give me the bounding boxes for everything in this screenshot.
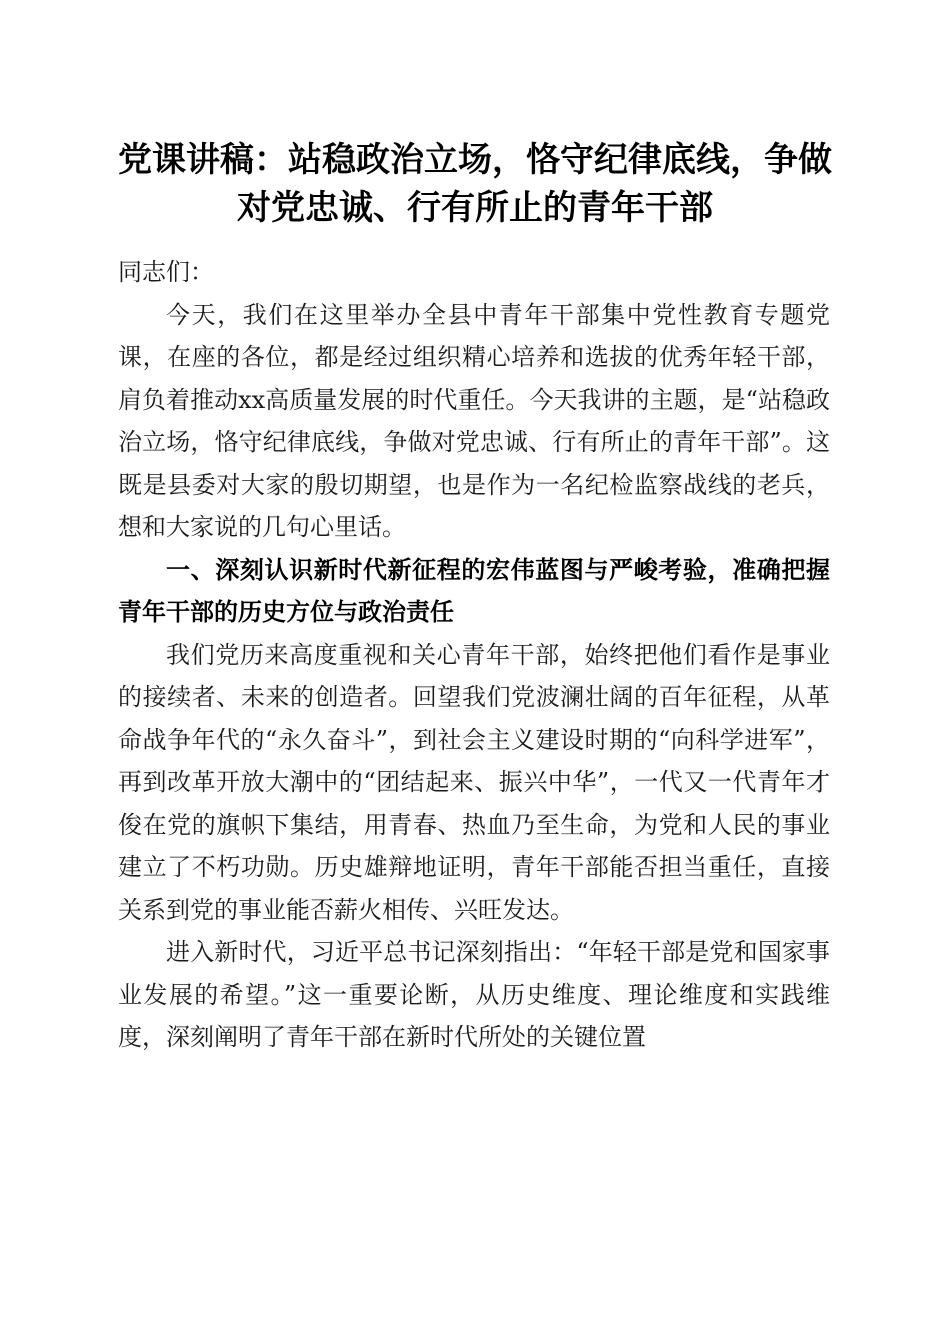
section1-paragraph-2: 进入新时代，习近平总书记深刻指出：“年轻干部是党和国家事业发展的希望。”这一重要论断，从历史维度、理论维度和实践维度，深刻阐明了青年干部在新时代所处的关键位置 xyxy=(118,938,830,1051)
document-body xyxy=(118,251,830,1059)
section-heading-1: 一、深刻认识新时代新征程的宏伟蓝图与严峻考验，准确把握青年干部的历史方位与政治责任 xyxy=(118,555,830,626)
intro-paragraph: 今天，我们在这里举办全县中青年干部集中党性教育专题党课，在座的各位，都是经过组织精心培养和选拔的优秀年轻干部，肩负着推动xx高质量发展的时代重任。今天我讲的主题，是“站稳政治立场，恪守纪律底线，争做对党忠诚、行有所止的青年干部”。这既是县委对大家的殷切期望，也是作为一名纪检监察战线的老兵，想和大家说的几句心里话。 xyxy=(118,300,830,541)
section1-paragraph-1: 我们党历来高度重视和关心青年干部，始终把他们看作是事业的接续者、未来的创造者。回望我们党波澜壮阔的百年征程，从革命战争年代的“永久奋斗”，到社会主义建设时期的“向科学进军”，再到改革开放大潮中的“团结起来、振兴中华”，一代又一代青年才俊在党的旗帜下集结，用青春、热血乃至生命，为党和人民的事业建立了不朽功勋。历史雄辩地证明，青年干部能否担当重任，直接关系到党的事业能否薪火相传、兴旺发达。 xyxy=(118,640,830,924)
document-title: 党课讲稿：站稳政治立场，恪守纪律底线，争做对党忠诚、行有所止的青年干部 xyxy=(118,140,832,228)
salutation: 同志们： xyxy=(118,258,214,286)
